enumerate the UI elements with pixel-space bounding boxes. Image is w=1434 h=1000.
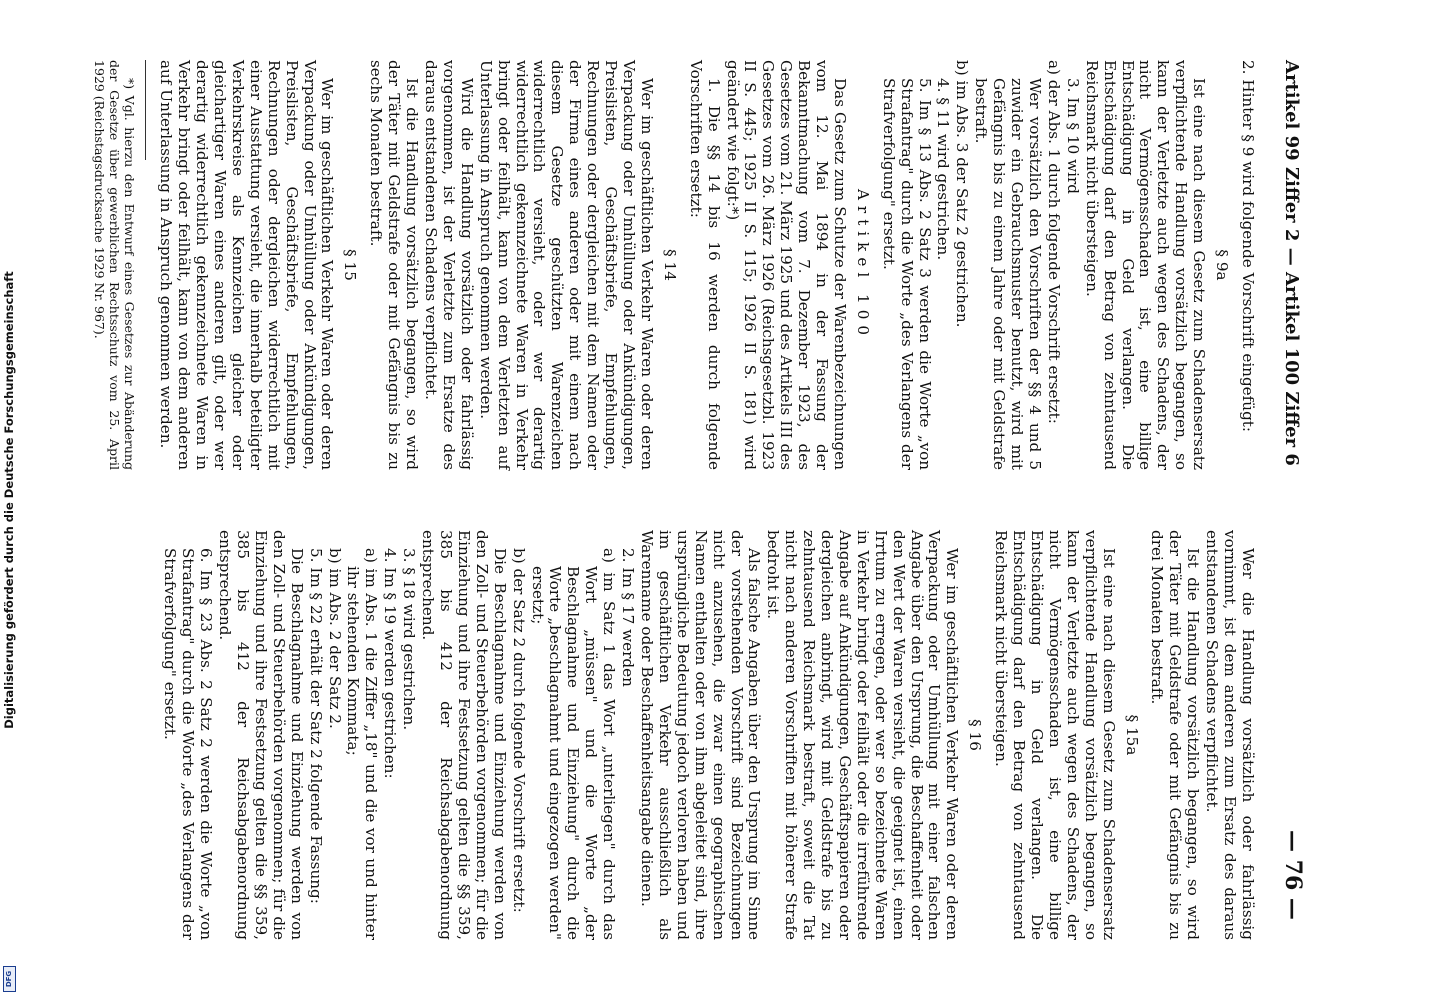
section-heading: § 16 bbox=[966, 719, 985, 751]
paragraph: Die Beschlagnahme und Einziehung werden von den Zoll- und Steuerbehörden vorgenommen; für die Einziehung und ihre Festsetzung gelten die §§ 359, 385 bis 412 der Reichsabgabenordnung entsprechend. bbox=[419, 530, 509, 940]
section-heading: § 15a bbox=[1122, 714, 1141, 756]
paragraph: Ist die Handlung vorsätzlich begangen, so wird der Täter mit Geldstrafe oder mit Gefängnis bis zu drei Monaten bestraft. bbox=[1148, 530, 1203, 940]
paragraph: 5. Im § 22 erhält der Satz 2 folgende Fassung: bbox=[306, 548, 325, 904]
paragraph: Wer im geschäftlichen Verkehr Waren oder deren Verpackung oder Umhüllung oder Ankündigungen, Preislisten, Geschäftsbriefe, Empfehlungen, Rechnungen oder dergleichen widerrechtlich mit einer Ausstattung versieht, die innerhalb beteiligter Verkehrskreise als Kennzeichen gleicher oder gleichartiger Waren eines anderen gilt, oder wer derartig widerrechtlich gekennzeichnete Waren in Verkehr bringt oder feilhält, kann von dem anderen auf Unterlassung in Anspruch genommen werden. bbox=[157, 60, 337, 470]
section-heading: § 14 bbox=[660, 249, 679, 281]
dfg-logo-icon: DFG bbox=[3, 966, 16, 992]
digitization-credit-text: Digitalisierung gefördert durch die Deutsche Forschungsgemeinschaft bbox=[2, 271, 16, 729]
running-title: Artikel 99 Ziffer 2 — Artikel 100 Ziffer 6 bbox=[1281, 60, 1302, 466]
paragraph: Als falsche Angaben über den Ursprung im Sinne der vorstehenden Vorschrift sind Bezeichnungen nicht anzusehen, die zwar einen geographischen Namen enthalten oder von ihm abgeleitet sind, ihre ursprüngliche Bedeutung jedoch verloren haben und im geschäftlichen Verkehr ausschließlich als Warenname oder Beschaffenheitsangabe dienen. bbox=[638, 530, 764, 940]
paragraph: 6. Im § 23 Abs. 2 Satz 2 werden die Worte „von Strafantrag" durch die Worte „des Verlangens der Strafverfolgung" ersetzt. bbox=[161, 548, 216, 940]
paragraph: a) im Abs. 1 die Ziffer „18" und die vor und hinter ihr stehenden Kommata; bbox=[344, 548, 381, 940]
paragraph: a) im Satz 1 das Wort „unterliegen" durch das Wort „müssen" und die Worte „der Beschlagnahme und Einziehung" durch die Worte „beschlagnahmt und eingezogen werden" ersetzt; bbox=[528, 548, 619, 940]
paragraph: 3. § 18 wird gestrichen. bbox=[400, 548, 419, 731]
paragraph: 2. Im § 17 werden bbox=[619, 548, 638, 687]
footnote bbox=[92, 60, 137, 470]
paragraph: a) der Abs. 1 durch folgende Vorschrift ersetzt: bbox=[1044, 60, 1063, 424]
paragraph: Wer im geschäftlichen Verkehr Waren oder deren Verpackung oder Umhüllung mit einer falschen Angabe über den Ursprung, die Beschaffenheit oder den Wert der Waren versieht, die geeignet ist, einen Irrtum zu erregen, oder wer so bezeichnete Waren in Verkehr bringt oder feilhält oder die irreführende Angabe auf Ankündigungen, Geschäftspapieren oder dergleichen anbringt, wird mit Geldstrafe bis zu zehntausend Reichsmark bestraft, soweit die Tat nicht nach anderen Vorschriften mit höherer Strafe bedroht ist. bbox=[764, 530, 962, 940]
right-column bbox=[160, 530, 1256, 940]
paragraph: Wird die Handlung vorsätzlich oder fahrlässig vorgenommen, ist der Verletzte zum Ersatze des daraus entstandenen Schadens verpflichtet. bbox=[422, 60, 476, 470]
paragraph: Wer die Handlung vorsätzlich oder fahrlässig vornimmt, ist dem anderen zum Ersatz des daraus entstandenen Schadens verpflichtet. bbox=[1203, 530, 1257, 940]
page-header bbox=[1266, 60, 1306, 940]
left-column bbox=[92, 60, 1256, 470]
paragraph: Die Beschlagnahme und Einziehung werden von den Zoll- und Steuerbehörden vorgenommen; für die Einziehung und ihre Festsetzung gelten die §§ 359, 385 bis 412 der Reichsabgabenordnung entsprechend. bbox=[216, 530, 306, 940]
paragraph: 4. § 11 wird gestrichen. bbox=[934, 78, 953, 261]
article-heading: Artikel 100 bbox=[853, 188, 872, 342]
paragraph: b) im Abs. 2 der Satz 2. bbox=[325, 548, 344, 729]
paragraph: b) im Abs. 3 der Satz 2 gestrichen. bbox=[953, 60, 972, 328]
paragraph: 3. Im § 10 wird bbox=[1063, 78, 1082, 194]
paragraph: 4. Im § 19 werden gestrichen: bbox=[381, 548, 400, 779]
paragraph: 2. Hinter § 9 wird folgende Vorschrift eingefügt: bbox=[1239, 60, 1257, 433]
paragraph: 5. Im § 13 Abs. 2 Satz 3 werden die Worte „von Strafantrag" durch die Worte „des Verlangens der Strafverfolgung" ersetzt. bbox=[879, 78, 934, 470]
paragraph: Ist die Handlung vorsätzlich begangen, so wird der Täter mit Geldstrafe oder mit Gefängnis bis zu sechs Monaten bestraft. bbox=[367, 60, 422, 470]
paragraph: Wer vorsätzlich den Vorschriften der §§ 4 und 5 zuwider ein Gebrauchsmuster benutzt, wird mit Gefängnis bis zu einem Jahre oder mit Geldstrafe bestraft. bbox=[972, 78, 1045, 470]
paragraph: b) der Satz 2 durch folgende Vorschrift ersetzt: bbox=[509, 548, 528, 913]
paragraph: 1. Die §§ 14 bis 16 werden durch folgende Vorschriften ersetzt: bbox=[686, 60, 723, 470]
paragraph: Ist eine nach diesem Gesetz zum Schadensersatz verpflichtende Handlung vorsätzlich begangen, so kann der Verletzte auch wegen des Schadens, der nicht Vermögensschaden ist, eine billige Entschädigung in Geld verlangen. Die Entschädigung darf den Betrag von zehntausend Reichsmark nicht übersteigen. bbox=[992, 530, 1118, 940]
paragraph: Ist eine nach diesem Gesetz zum Schadensersatz verpflichtende Handlung vorsätzlich begangen, so kann der Verletzte auch wegen des Schadens, der nicht Vermögensschaden ist, eine billige Entschädigung in Geld verlangen. Die Entschädigung darf den Betrag von zehntausend Reichsmark nicht übersteigen. bbox=[1082, 60, 1209, 470]
paragraph: Wer im geschäftlichen Verkehr Waren oder deren Verpackung oder Umhüllung oder Ankündigungen, Preislisten, Geschäftsbriefe, Empfehlungen, Rechnungen oder dergleichen mit dem Namen oder der Firma eines anderen oder mit einem nach diesem Gesetze geschützten Warenzeichen widerrechtlich versieht, oder wer derartig widerrechtlich gekennzeichnete Waren in Verkehr bringt oder feilhält, kann von dem Verletzten auf Unterlassung in Anspruch genommen werden. bbox=[476, 60, 656, 470]
section-heading: § 15 bbox=[341, 249, 360, 281]
paragraph: Das Gesetz zum Schutze der Warenbezeichnungen vom 12. Mai 1894 in der Fassung der Bekanntmachung vom 7. Dezember 1923, des Gesetzes vom 21. März 1925 und des Artikels III des Gesetzes vom 26. März 1926 (Reichsgesetzbl. 1923 II S. 445; 1925 II S. 115; 1926 II S. 181) wird geändert wie folgt:*) bbox=[723, 60, 849, 470]
section-heading: § 9a bbox=[1213, 249, 1232, 281]
page-number: — 76 — bbox=[1280, 830, 1306, 920]
footnote-text: *) Vgl. hierzu den Entwurf eines Gesetzes zur Abänderung der Gesetze über gewerblichen Rechtsschutz vom 25. April 1929 (Reichstagsdrucksache 1929 Nr. 967). bbox=[92, 60, 138, 470]
footnote-divider bbox=[145, 60, 146, 160]
